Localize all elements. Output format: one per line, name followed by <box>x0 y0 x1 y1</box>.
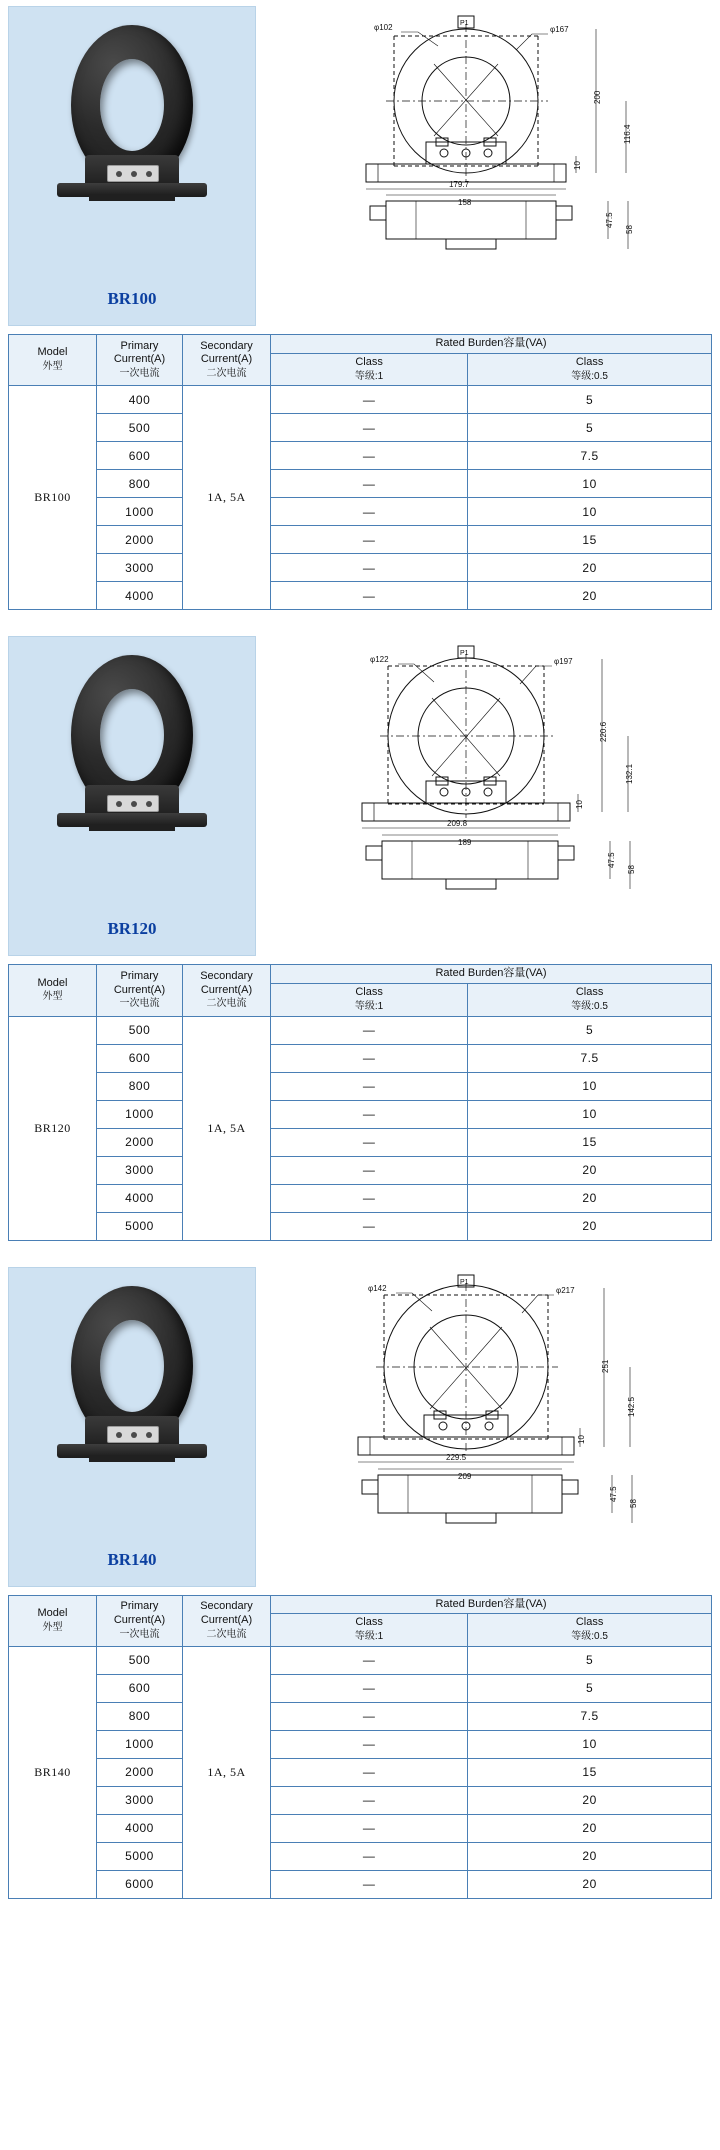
th-model: Model 外型 <box>9 965 97 1016</box>
cell-class1: — <box>271 1646 468 1674</box>
cell-class1: — <box>271 1072 468 1100</box>
product-block-br140 <box>8 1267 712 1587</box>
table-row <box>9 1674 712 1702</box>
table-row <box>9 1702 712 1730</box>
table-row <box>9 470 712 498</box>
ct-terminal-block <box>107 795 159 812</box>
th-class-05: Class 等级:0.5 <box>468 984 712 1017</box>
cell-model: BR140 <box>9 1646 97 1898</box>
spec-table-br140 <box>8 1595 712 1899</box>
dim-depth-a: 47.5 <box>605 212 614 228</box>
table-row <box>9 1758 712 1786</box>
ct-illustration <box>9 655 255 870</box>
cell-class1: — <box>271 470 468 498</box>
product-label-br100: BR100 <box>107 289 157 308</box>
terminal-tag-p1: P1 <box>460 650 469 658</box>
table-row <box>9 1044 712 1072</box>
dim-inner-dia: φ122 <box>370 655 389 665</box>
cell-class1: — <box>271 414 468 442</box>
ct-illustration <box>9 25 255 240</box>
table-row <box>9 1870 712 1898</box>
dim-width-body: 158 <box>458 198 472 207</box>
cell-primary: 5000 <box>97 1212 183 1240</box>
dim-width-body: 189 <box>458 838 472 848</box>
table-row <box>9 442 712 470</box>
table-row <box>9 1156 712 1184</box>
ct-mounting-base <box>57 183 207 197</box>
dim-outer-dia: φ197 <box>554 657 573 667</box>
cell-class05: 5 <box>468 414 712 442</box>
th-class-05: Class 等级:0.5 <box>468 1614 712 1647</box>
cell-primary: 500 <box>97 1646 183 1674</box>
table-header-row <box>9 335 712 354</box>
cell-class1: — <box>271 1100 468 1128</box>
cell-class05: 20 <box>468 1814 712 1842</box>
table-row <box>9 1646 712 1674</box>
dim-height-mid: 132.1 <box>625 764 634 785</box>
th-primary-current: Primary Current(A) 一次电流 <box>97 1595 183 1646</box>
product-block-br100 <box>8 6 712 326</box>
table-row <box>9 1212 712 1240</box>
cell-class05: 20 <box>468 1156 712 1184</box>
dim-outer-dia: φ217 <box>556 1285 575 1295</box>
th-secondary-current: Secondary Current(A) 二次电流 <box>183 335 271 386</box>
cell-class05: 15 <box>468 526 712 554</box>
terminal-tag-p1: P1 <box>460 20 469 27</box>
ct-terminal-block <box>107 1426 159 1443</box>
product-block-br120 <box>8 636 712 956</box>
th-class-1: Class 等级:1 <box>271 984 468 1017</box>
cell-class1: — <box>271 582 468 610</box>
dim-inner-dia: φ102 <box>374 23 393 32</box>
table-row <box>9 1128 712 1156</box>
cell-primary: 800 <box>97 470 183 498</box>
cell-class1: — <box>271 1870 468 1898</box>
technical-drawing-br100 <box>266 6 714 326</box>
cell-class05: 5 <box>468 1674 712 1702</box>
technical-drawing-br140 <box>266 1267 714 1587</box>
cell-class05: 15 <box>468 1758 712 1786</box>
cell-primary: 3000 <box>97 1786 183 1814</box>
cell-primary: 2000 <box>97 1128 183 1156</box>
th-primary-current: Primary Current(A) 一次电流 <box>97 335 183 386</box>
cell-primary: 600 <box>97 1044 183 1072</box>
cell-class1: — <box>271 1842 468 1870</box>
cell-class05: 10 <box>468 1100 712 1128</box>
th-class-05: Class 等级:0.5 <box>468 353 712 386</box>
cell-class05: 20 <box>468 1786 712 1814</box>
cell-class05: 10 <box>468 1730 712 1758</box>
cell-class05: 20 <box>468 1212 712 1240</box>
cell-primary: 6000 <box>97 1870 183 1898</box>
cell-model: BR120 <box>9 1016 97 1240</box>
cell-class05: 10 <box>468 498 712 526</box>
drawing-svg-br140 <box>266 1267 714 1587</box>
cell-class1: — <box>271 1128 468 1156</box>
dim-width-body: 209 <box>458 1471 472 1481</box>
ct-terminal-block <box>107 165 159 182</box>
product-label-br140: BR140 <box>107 1549 157 1569</box>
dim-depth-b: 58 <box>625 225 634 234</box>
cell-class1: — <box>271 1702 468 1730</box>
cell-class1: — <box>271 498 468 526</box>
cell-class05: 10 <box>468 1072 712 1100</box>
table-row <box>9 414 712 442</box>
dim-outer-dia: φ167 <box>550 25 569 34</box>
dim-height-mid: 142.5 <box>627 1396 636 1417</box>
cell-class05: 7.5 <box>468 1044 712 1072</box>
cell-primary: 2000 <box>97 526 183 554</box>
ct-center-hole <box>100 1320 164 1412</box>
product-photo-br120 <box>8 636 256 956</box>
cell-secondary: 1A, 5A <box>183 386 271 610</box>
dim-height-mid: 116.4 <box>623 124 632 144</box>
cell-primary: 5000 <box>97 1842 183 1870</box>
table-row <box>9 526 712 554</box>
cell-class05: 20 <box>468 582 712 610</box>
table-row <box>9 1786 712 1814</box>
cell-primary: 4000 <box>97 1184 183 1212</box>
dim-height-total: 200 <box>593 90 602 104</box>
dim-width-base: 229.5 <box>446 1452 467 1462</box>
cell-class05: 20 <box>468 1842 712 1870</box>
section-spacer <box>8 1241 712 1267</box>
table-header-row <box>9 965 712 984</box>
table-row <box>9 1100 712 1128</box>
cell-secondary: 1A, 5A <box>183 1646 271 1898</box>
table-row <box>9 1184 712 1212</box>
drawing-svg-br120 <box>266 636 714 956</box>
cell-class1: — <box>271 1730 468 1758</box>
th-primary-current: Primary Current(A) 一次电流 <box>97 965 183 1016</box>
th-class-1: Class 等级:1 <box>271 353 468 386</box>
dim-width-base: 209.8 <box>447 819 468 829</box>
cell-class05: 10 <box>468 470 712 498</box>
th-rated-burden: Rated Burden容量(VA) <box>271 335 712 354</box>
cell-primary: 1000 <box>97 1730 183 1758</box>
cell-primary: 800 <box>97 1702 183 1730</box>
cell-class05: 15 <box>468 1128 712 1156</box>
table-header-row <box>9 1595 712 1614</box>
table-row <box>9 554 712 582</box>
cell-primary: 600 <box>97 442 183 470</box>
ct-center-hole <box>100 689 164 781</box>
ct-mounting-base <box>57 813 207 827</box>
table-row <box>9 1730 712 1758</box>
ct-center-hole <box>100 59 164 151</box>
th-class-1: Class 等级:1 <box>271 1614 468 1647</box>
cell-class1: — <box>271 1674 468 1702</box>
cell-primary: 600 <box>97 1674 183 1702</box>
cell-class1: — <box>271 1044 468 1072</box>
cell-primary: 400 <box>97 386 183 414</box>
product-label-br120: BR120 <box>107 919 157 939</box>
cell-class05: 5 <box>468 1646 712 1674</box>
dim-height-small: 10 <box>577 1434 586 1444</box>
cell-class05: 7.5 <box>468 442 712 470</box>
cell-primary: 3000 <box>97 554 183 582</box>
cell-primary: 500 <box>97 1016 183 1044</box>
cell-class1: — <box>271 1016 468 1044</box>
dim-depth-b: 58 <box>629 1498 638 1508</box>
cell-primary: 4000 <box>97 1814 183 1842</box>
dim-depth-b: 58 <box>627 865 636 875</box>
table-row <box>9 386 712 414</box>
technical-drawing-br120 <box>266 636 714 956</box>
cell-primary: 2000 <box>97 1758 183 1786</box>
th-model: Model 外型 <box>9 335 97 386</box>
cell-model: BR100 <box>9 386 97 610</box>
th-rated-burden: Rated Burden容量(VA) <box>271 965 712 984</box>
cell-primary: 500 <box>97 414 183 442</box>
cell-class1: — <box>271 386 468 414</box>
cell-primary: 1000 <box>97 1100 183 1128</box>
cell-class05: 20 <box>468 1870 712 1898</box>
cell-primary: 1000 <box>97 498 183 526</box>
cell-class1: — <box>271 1212 468 1240</box>
cell-class05: 7.5 <box>468 1702 712 1730</box>
table-row <box>9 1072 712 1100</box>
dim-height-small: 10 <box>575 800 584 810</box>
cell-class1: — <box>271 1814 468 1842</box>
cell-class1: — <box>271 526 468 554</box>
cell-class05: 20 <box>468 554 712 582</box>
cell-class1: — <box>271 442 468 470</box>
table-row <box>9 498 712 526</box>
th-model: Model 外型 <box>9 1595 97 1646</box>
cell-class1: — <box>271 554 468 582</box>
cell-class1: — <box>271 1786 468 1814</box>
cell-class1: — <box>271 1184 468 1212</box>
cell-class05: 5 <box>468 1016 712 1044</box>
dim-depth-a: 47.5 <box>609 1485 618 1502</box>
drawing-svg-br100 <box>266 6 714 326</box>
cell-class05: 5 <box>468 386 712 414</box>
ct-illustration <box>9 1286 255 1501</box>
cell-class1: — <box>271 1156 468 1184</box>
cell-primary: 3000 <box>97 1156 183 1184</box>
dim-depth-a: 47.5 <box>607 852 616 869</box>
dim-height-small: 10 <box>573 161 582 170</box>
dim-height-total: 220.6 <box>599 722 608 743</box>
cell-class05: 20 <box>468 1184 712 1212</box>
product-photo-br100 <box>8 6 256 326</box>
th-rated-burden: Rated Burden容量(VA) <box>271 1595 712 1614</box>
cell-primary: 4000 <box>97 582 183 610</box>
product-photo-br140 <box>8 1267 256 1587</box>
dim-height-total: 251 <box>601 1359 610 1373</box>
table-row <box>9 1016 712 1044</box>
cell-secondary: 1A, 5A <box>183 1016 271 1240</box>
cell-primary: 800 <box>97 1072 183 1100</box>
th-secondary-current: Secondary Current(A) 二次电流 <box>183 965 271 1016</box>
spec-table-br100 <box>8 334 712 610</box>
terminal-tag-p1: P1 <box>460 1278 469 1286</box>
section-spacer <box>8 610 712 636</box>
table-row <box>9 582 712 610</box>
ct-mounting-base <box>57 1444 207 1458</box>
spec-table-br120 <box>8 964 712 1240</box>
dim-width-base: 179.7 <box>449 180 470 189</box>
table-row <box>9 1842 712 1870</box>
cell-class1: — <box>271 1758 468 1786</box>
dim-inner-dia: φ142 <box>368 1283 387 1293</box>
table-row <box>9 1814 712 1842</box>
th-secondary-current: Secondary Current(A) 二次电流 <box>183 1595 271 1646</box>
